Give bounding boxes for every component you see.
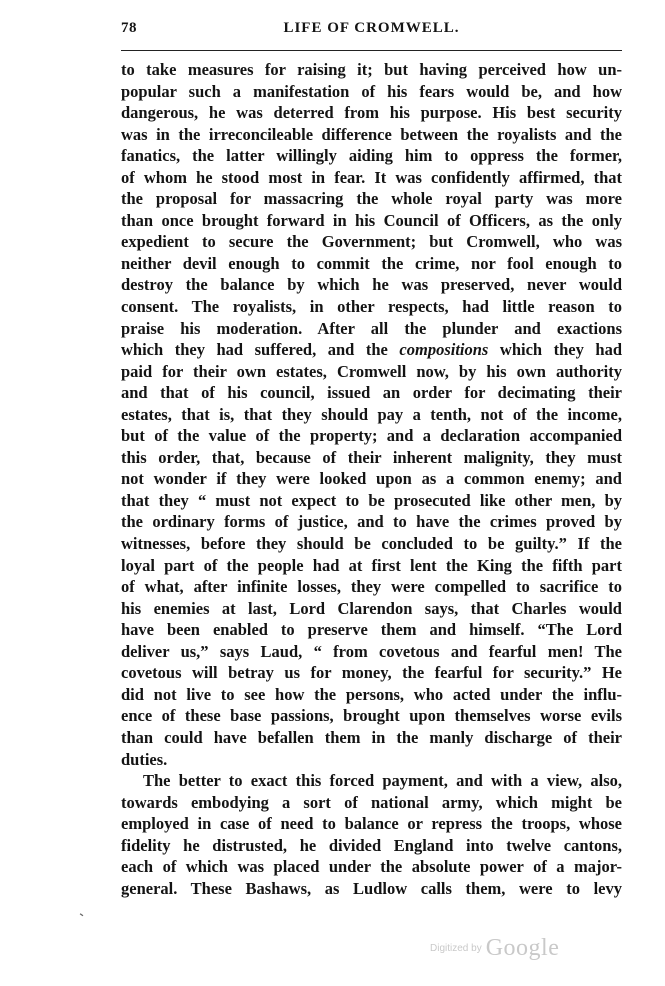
text-line: but of the value of the property; and a declaration accompanied bbox=[121, 426, 622, 446]
watermark-logo-text: Google bbox=[485, 935, 560, 961]
text-line: employed in case of need to balance or repress the troops, whose bbox=[121, 814, 622, 834]
text-line: of whom he stood most in fear. It was confidently affirmed, that bbox=[121, 167, 622, 187]
text-line: the ordinary forms of justice, and to have the crimes proved by bbox=[121, 512, 622, 532]
text-line: popular such a manifestation of his fears would be, and how bbox=[121, 81, 622, 101]
paragraph-end-line: duties. bbox=[121, 749, 168, 769]
digitized-watermark bbox=[430, 935, 559, 962]
text-line: witnesses, before they should be concluded to be guilty.” If the bbox=[121, 534, 622, 554]
text-line: towards embodying a sort of national army, which might be bbox=[121, 792, 622, 812]
text-line: deliver us,” says Laud, “ from covetous and fearful men! The bbox=[121, 641, 622, 661]
text-line: than once brought forward in his Council of Officers, as the only bbox=[121, 210, 622, 230]
text-line: praise his moderation. After all the plunder and exactions bbox=[121, 318, 622, 338]
text-line: neither devil enough to commit the crime, nor fool enough to bbox=[121, 253, 622, 273]
paragraph-start-line: The better to exact this forced payment, and with a view, also, bbox=[143, 771, 622, 791]
text-line: covetous will betray us for money, the fearful for security.” He bbox=[121, 663, 622, 683]
text-line: did not live to see how the persons, who acted under the influ- bbox=[121, 684, 622, 704]
text-line: this order, that, because of their inherent malignity, they must bbox=[121, 447, 622, 467]
body-text bbox=[121, 59, 622, 899]
text-line: to take measures for raising it; but having perceived how un- bbox=[121, 60, 622, 79]
page-number: 78 bbox=[121, 20, 137, 36]
text-line: consent. The royalists, in other respects, had little reason to bbox=[121, 297, 622, 317]
text-line: not wonder if they were looked upon as a common enemy; and bbox=[121, 469, 622, 489]
running-title: LIFE OF CROMWELL. bbox=[283, 20, 460, 36]
stray-ink-mark: ⁃ bbox=[74, 907, 88, 923]
text-segment: which they had suffered, and the bbox=[121, 340, 400, 360]
text-line: loyal part of the people had at first lent the King the fifth part bbox=[121, 555, 622, 575]
text-line: general. These Bashaws, as Ludlow calls them, were to levy bbox=[121, 878, 622, 898]
text-line: estates, that is, that they should pay a tenth, not of the income, bbox=[121, 404, 622, 424]
text-line: fidelity he distrusted, he divided England into twelve cantons, bbox=[121, 835, 622, 855]
text-line: ence of these base passions, brought upon themselves worse evils bbox=[121, 706, 622, 726]
text-line: the proposal for massacring the whole royal party was more bbox=[121, 189, 622, 209]
text-line: and that of his council, issued an order for decimating their bbox=[121, 383, 622, 403]
text-line: have been enabled to preserve them and himself. “The Lord bbox=[121, 620, 622, 640]
text-line: his enemies at last, Lord Clarendon says, that Charles would bbox=[121, 598, 622, 618]
text-line: destroy the balance by which he was preserved, never would bbox=[121, 275, 622, 295]
text-line: paid for their own estates, Cromwell now, by his own authority bbox=[121, 361, 622, 381]
text-line: that they “ must not expect to be prosecuted like other men, by bbox=[121, 490, 622, 510]
text-line: of what, after infinite losses, they were compelled to sacrifice to bbox=[121, 577, 622, 597]
text-line-with-italic bbox=[121, 339, 622, 361]
text-line: each of which was placed under the absolute power of a major- bbox=[121, 857, 622, 877]
text-line: dangerous, he was deterred from his purpose. His best security bbox=[121, 103, 622, 123]
text-line: than could have befallen them in the manly discharge of their bbox=[121, 727, 622, 747]
text-segment: which they had bbox=[488, 340, 622, 360]
text-line: was in the irreconcileable difference between the royalists and the bbox=[121, 124, 622, 144]
text-line: fanatics, the latter willingly aiding him to oppress the former, bbox=[121, 146, 622, 166]
watermark-prefix: Digitized by bbox=[430, 943, 482, 954]
running-head bbox=[121, 20, 622, 44]
header-rule bbox=[121, 50, 622, 51]
italic-term: compositions bbox=[399, 340, 489, 360]
text-line: expedient to secure the Government; but Cromwell, who was bbox=[121, 232, 622, 252]
